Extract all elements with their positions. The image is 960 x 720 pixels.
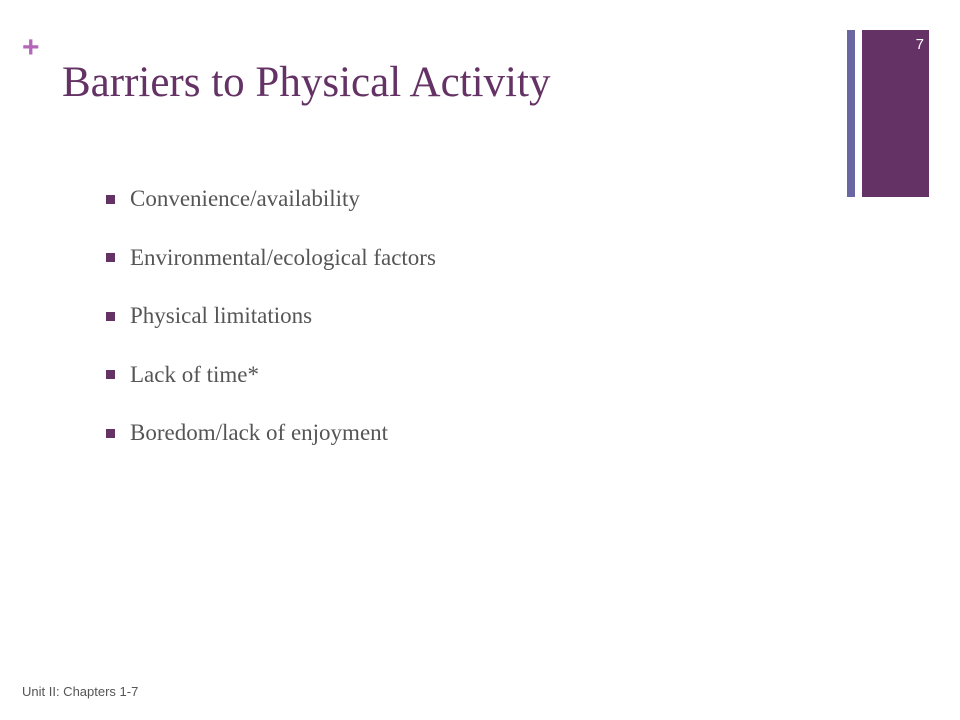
square-bullet-icon [106, 429, 115, 438]
slide-footer: Unit II: Chapters 1-7 [22, 684, 139, 699]
bullet-item [106, 170, 436, 229]
bullet-item [106, 404, 436, 463]
bullet-text: Convenience/availability [130, 186, 360, 212]
accent-bar-wide [862, 30, 929, 197]
bullet-item [106, 346, 436, 405]
slide-title: Barriers to Physical Activity [62, 59, 551, 106]
bullet-list [106, 170, 436, 463]
accent-bar-thin [847, 30, 855, 197]
bullet-text: Environmental/ecological factors [130, 244, 436, 270]
bullet-item [106, 287, 436, 346]
bullet-text: Lack of time* [130, 361, 260, 387]
slide-number: 7 [915, 36, 924, 53]
square-bullet-icon [106, 312, 115, 321]
plus-decoration: + [22, 31, 40, 64]
bullet-text: Physical limitations [130, 303, 313, 329]
bullet-item [106, 229, 436, 288]
bullet-text: Boredom/lack of enjoyment [130, 420, 389, 446]
square-bullet-icon [106, 253, 115, 262]
square-bullet-icon [106, 370, 115, 379]
square-bullet-icon [106, 195, 115, 204]
